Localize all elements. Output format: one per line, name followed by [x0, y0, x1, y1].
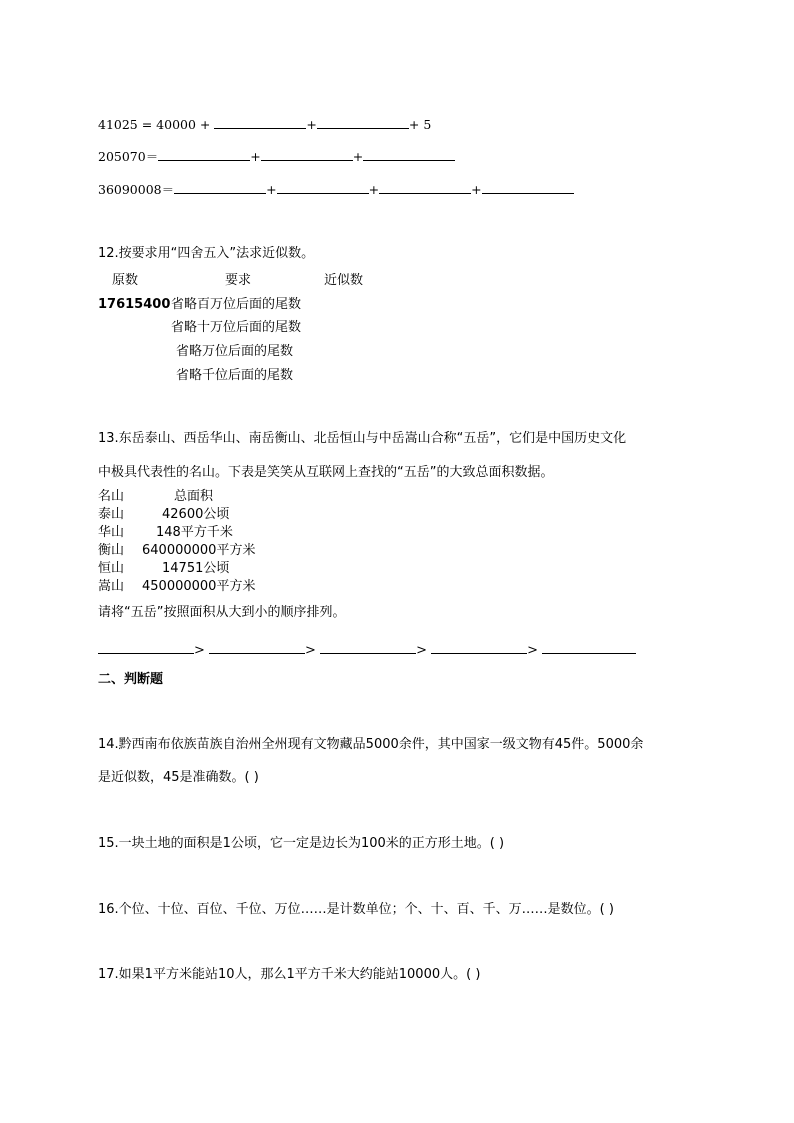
answer-blank[interactable] — [174, 181, 266, 194]
table-header-area: 总面积 — [174, 489, 214, 504]
greater-than-sign: > — [416, 643, 427, 658]
answer-blank[interactable] — [431, 641, 527, 654]
question-13-line-1: 13.东岳泰山、西岳华山、南岳衡山、北岳恒山与中岳嵩山合称“五岳”，它们是中国历史文化 — [98, 431, 627, 446]
ordering-blanks — [98, 641, 636, 659]
mountain-area: 450000000平方米 — [142, 579, 256, 594]
answer-blank[interactable] — [542, 641, 636, 654]
answer-blank[interactable] — [320, 641, 416, 654]
question-17: 17.如果1平方米能站10人，那么1平方千米大约能站10000人。( ) — [98, 967, 481, 982]
requirement-3: 省略万位后面的尾数 — [176, 344, 294, 359]
answer-blank[interactable] — [277, 181, 369, 194]
mountain-area: 42600公顷 — [162, 507, 230, 522]
mountain-name: 衡山 — [98, 543, 125, 558]
answer-blank[interactable] — [214, 116, 306, 129]
greater-than-sign: > — [527, 643, 539, 658]
plus-sign: + — [250, 149, 261, 164]
question-12-title: 12.按要求用“四舍五入”法求近似数。 — [98, 246, 315, 261]
header-approximation: 近似数 — [324, 273, 364, 288]
answer-blank[interactable] — [209, 641, 305, 654]
plus-sign: + — [352, 149, 364, 164]
table-header-name: 名山 — [98, 489, 125, 504]
answer-blank[interactable] — [98, 641, 194, 654]
greater-than-sign: > — [194, 643, 205, 658]
header-requirement: 要求 — [225, 273, 252, 288]
requirement-4: 省略千位后面的尾数 — [176, 368, 294, 383]
decomposition-line-3 — [98, 181, 574, 198]
answer-blank[interactable] — [482, 181, 574, 194]
answer-blank[interactable] — [317, 116, 409, 129]
plus-sign: + — [368, 182, 380, 197]
plus-sign: + — [471, 182, 482, 197]
equation-lhs: 36090008＝ — [98, 182, 175, 197]
question-14-line-1: 14.黔西南布依族苗族自治州全州现有文物藏品5000余件，其中国家一级文物有45件。5000余 — [98, 737, 644, 752]
question-16: 16.个位、十位、百位、千位、万位……是计数单位；个、十、百、千、万……是数位。( ) — [98, 902, 614, 917]
plus-sign: + — [266, 182, 277, 197]
question-14-line-2: 是近似数，45是准确数。( ) — [98, 770, 259, 785]
requirement-2: 省略十万位后面的尾数 — [171, 320, 302, 335]
answer-blank[interactable] — [261, 148, 353, 161]
section-2-title: 二、判断题 — [98, 672, 164, 687]
question-15: 15.一块土地的面积是1公顷，它一定是边长为100米的正方形土地。( ) — [98, 836, 505, 851]
mountain-area: 14751公顷 — [162, 561, 230, 576]
mountain-name: 华山 — [98, 525, 125, 540]
header-original: 原数 — [112, 273, 139, 288]
mountain-name: 泰山 — [98, 507, 125, 522]
original-number: 17615400 — [98, 297, 171, 312]
answer-blank[interactable] — [379, 181, 471, 194]
question-13-instruction: 请将“五岳”按照面积从大到小的顺序排列。 — [98, 605, 346, 620]
mountain-area: 148平方千米 — [156, 525, 233, 540]
requirement-1: 省略百万位后面的尾数 — [171, 297, 302, 312]
plus-sign: + — [306, 117, 317, 132]
mountain-area: 640000000平方米 — [142, 543, 256, 558]
mountain-name: 嵩山 — [98, 579, 125, 594]
equation-lhs: 205070＝ — [98, 149, 159, 164]
decomposition-line-1 — [98, 116, 431, 133]
answer-blank[interactable] — [363, 148, 455, 161]
plus-five: + 5 — [408, 117, 432, 132]
equation-lhs: 41025 = 40000 + — [98, 117, 211, 132]
question-13-line-2: 中极具代表性的名山。下表是笑笑从互联网上查找的“五岳”的大致总面积数据。 — [98, 465, 554, 480]
greater-than-sign: > — [305, 643, 316, 658]
mountain-name: 恒山 — [98, 561, 125, 576]
decomposition-line-2 — [98, 148, 455, 165]
answer-blank[interactable] — [158, 148, 250, 161]
